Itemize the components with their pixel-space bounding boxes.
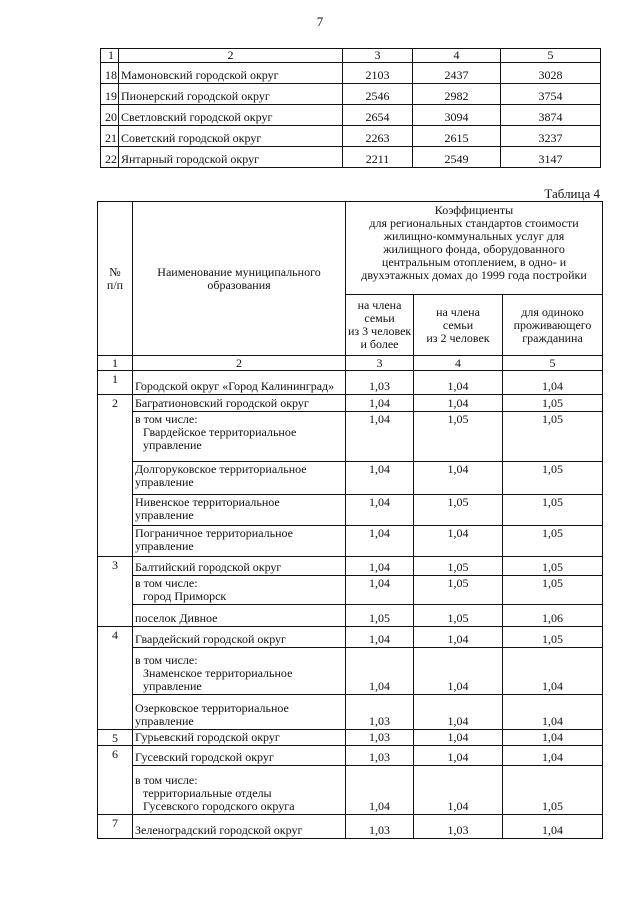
table-row bbox=[98, 648, 603, 695]
column-number: 2 bbox=[119, 49, 343, 63]
table-row bbox=[101, 84, 601, 105]
name-line: Гусевский городской округ bbox=[135, 750, 274, 764]
table-row bbox=[98, 576, 603, 605]
value-cell: 2654 bbox=[343, 105, 413, 126]
column-number-row bbox=[98, 356, 603, 371]
table-row bbox=[101, 147, 601, 168]
row-number: 3 bbox=[98, 557, 133, 627]
coefficient-value: 1,05 bbox=[414, 412, 503, 462]
municipality-name bbox=[133, 605, 346, 627]
value-cell: 3094 bbox=[413, 105, 501, 126]
name-line: Багратионовский городской округ bbox=[135, 396, 309, 410]
name-line: Балтийский городской округ bbox=[135, 560, 282, 574]
municipality-name: Советский городской округ bbox=[119, 126, 343, 147]
row-number: 6 bbox=[98, 746, 133, 815]
coefficient-value: 1,05 bbox=[503, 526, 603, 557]
coefficient-value: 1,04 bbox=[414, 395, 503, 412]
family-of-three-header bbox=[346, 295, 414, 356]
header-line: образования bbox=[207, 277, 271, 292]
table-row bbox=[98, 557, 603, 576]
table-row bbox=[98, 695, 603, 730]
header-line: центральным отоплением, в одно- и bbox=[381, 255, 567, 269]
coefficients-group-header bbox=[346, 202, 603, 295]
municipality-name bbox=[133, 395, 346, 412]
coefficient-value: 1,04 bbox=[414, 371, 503, 395]
coefficient-value: 1,04 bbox=[503, 746, 603, 766]
value-cell: 2103 bbox=[343, 63, 413, 84]
value-cell: 2437 bbox=[413, 63, 501, 84]
municipality-name: Пионерский городской округ bbox=[119, 84, 343, 105]
name-line: управление bbox=[143, 438, 202, 452]
column-number: 5 bbox=[503, 356, 603, 371]
column-number: 2 bbox=[133, 356, 346, 371]
municipality-name bbox=[133, 412, 346, 462]
value-cell: 2982 bbox=[413, 84, 501, 105]
coefficient-value: 1,04 bbox=[414, 526, 503, 557]
header-line: гражданина bbox=[522, 330, 583, 345]
coefficient-value: 1,05 bbox=[503, 495, 603, 526]
name-line: Гвардейский городской округ bbox=[135, 632, 286, 646]
value-cell: 3754 bbox=[501, 84, 601, 105]
municipality-name bbox=[133, 695, 346, 730]
municipality-name: Светловский городской округ bbox=[119, 105, 343, 126]
municipality-name bbox=[133, 526, 346, 557]
municipality-name bbox=[133, 495, 346, 526]
table-row bbox=[98, 526, 603, 557]
table-row bbox=[101, 63, 601, 84]
coefficient-value: 1,04 bbox=[346, 766, 414, 815]
municipality-name bbox=[133, 766, 346, 815]
previous-table-body bbox=[101, 49, 601, 168]
row-number: 21 bbox=[101, 126, 119, 147]
table-row bbox=[98, 462, 603, 495]
value-cell: 3147 bbox=[501, 147, 601, 168]
name-line: в том числе: bbox=[135, 653, 198, 667]
column-number: 3 bbox=[343, 49, 413, 63]
value-cell: 2549 bbox=[413, 147, 501, 168]
municipality-name bbox=[133, 815, 346, 839]
row-number: 5 bbox=[98, 730, 133, 746]
name-line: управление bbox=[135, 539, 194, 553]
table-row bbox=[98, 815, 603, 839]
header-line: на члена bbox=[436, 304, 480, 319]
header-row bbox=[98, 202, 603, 295]
row-number: 1 bbox=[98, 371, 133, 395]
header-line: двухэтажных домах до 1999 года постройки bbox=[361, 268, 587, 282]
name-line: в том числе: bbox=[135, 576, 198, 590]
value-cell: 3237 bbox=[501, 126, 601, 147]
municipality-name bbox=[133, 462, 346, 495]
name-line: управление bbox=[135, 475, 194, 489]
coefficient-value: 1,05 bbox=[503, 557, 603, 576]
single-resident-header bbox=[503, 295, 603, 356]
table-row bbox=[98, 730, 603, 746]
coefficient-value: 1,03 bbox=[346, 695, 414, 730]
coefficient-value: 1,04 bbox=[346, 495, 414, 526]
table-row bbox=[101, 105, 601, 126]
header-line: семьи bbox=[364, 311, 395, 325]
coefficient-value: 1,03 bbox=[346, 746, 414, 766]
name-line: Озерковское территориальное bbox=[135, 701, 289, 715]
table-row bbox=[98, 627, 603, 648]
name-line: Пограничное территориальное bbox=[135, 526, 293, 540]
coefficient-value: 1,05 bbox=[503, 462, 603, 495]
row-number: 7 bbox=[98, 815, 133, 839]
page-number: 7 bbox=[316, 14, 324, 29]
coefficient-value: 1,03 bbox=[346, 815, 414, 839]
coefficient-value: 1,05 bbox=[414, 576, 503, 605]
municipality-name bbox=[133, 557, 346, 576]
coefficient-value: 1,05 bbox=[346, 605, 414, 627]
coefficient-value: 1,04 bbox=[346, 462, 414, 495]
coefficient-value: 1,05 bbox=[503, 395, 603, 412]
coefficients-table-body bbox=[98, 356, 603, 839]
table-row bbox=[101, 126, 601, 147]
name-line: в том числе: bbox=[135, 412, 198, 426]
column-number: 1 bbox=[101, 49, 119, 63]
coefficient-value: 1,03 bbox=[414, 815, 503, 839]
name-line: Городской округ «Город Калининград» bbox=[135, 379, 335, 393]
name-line: управление bbox=[135, 508, 194, 522]
row-number: 4 bbox=[98, 627, 133, 730]
coefficient-value: 1,05 bbox=[414, 605, 503, 627]
name-line: в том числе: bbox=[135, 773, 198, 787]
row-number: 19 bbox=[101, 84, 119, 105]
municipality-name bbox=[133, 576, 346, 605]
name-line: управление bbox=[143, 679, 202, 693]
header-line: и более bbox=[360, 337, 399, 351]
coefficient-value: 1,04 bbox=[503, 371, 603, 395]
coefficient-value: 1,03 bbox=[346, 371, 414, 395]
coefficient-value: 1,04 bbox=[503, 695, 603, 730]
table-row bbox=[98, 412, 603, 462]
coefficient-value: 1,05 bbox=[503, 412, 603, 462]
name-line: Долгоруковское территориальное bbox=[135, 462, 307, 476]
coefficient-value: 1,05 bbox=[414, 557, 503, 576]
row-number: 22 bbox=[101, 147, 119, 168]
header-line: семьи bbox=[442, 317, 474, 332]
header-line: Коэффициенты bbox=[434, 203, 514, 217]
coefficient-value: 1,05 bbox=[503, 627, 603, 648]
column-number: 1 bbox=[98, 356, 133, 371]
coefficient-value: 1,05 bbox=[503, 766, 603, 815]
name-column-header bbox=[133, 202, 346, 356]
coefficient-value: 1,04 bbox=[346, 627, 414, 648]
coefficient-value: 1,03 bbox=[346, 730, 414, 746]
coefficient-value: 1,04 bbox=[414, 695, 503, 730]
table-row bbox=[98, 371, 603, 395]
header-line: из 2 человек bbox=[426, 330, 490, 345]
coefficient-value: 1,04 bbox=[414, 730, 503, 746]
column-number: 5 bbox=[501, 49, 601, 63]
coefficient-value: 1,05 bbox=[414, 495, 503, 526]
municipality-name bbox=[133, 746, 346, 766]
coefficient-value: 1,04 bbox=[346, 648, 414, 695]
value-cell: 2263 bbox=[343, 126, 413, 147]
value-cell: 3874 bbox=[501, 105, 601, 126]
value-cell: 2211 bbox=[343, 147, 413, 168]
header-line: п/п bbox=[106, 277, 124, 292]
municipality-name bbox=[133, 371, 346, 395]
table-row bbox=[98, 766, 603, 815]
column-number: 4 bbox=[413, 49, 501, 63]
name-line: город Приморск bbox=[143, 589, 227, 603]
header-line: из 3 человек bbox=[348, 324, 412, 338]
column-number-row bbox=[101, 49, 601, 63]
coefficient-value: 1,04 bbox=[503, 730, 603, 746]
column-number: 4 bbox=[414, 356, 503, 371]
column-number: 3 bbox=[346, 356, 414, 371]
coefficient-value: 1,04 bbox=[346, 412, 414, 462]
coefficient-value: 1,04 bbox=[346, 395, 414, 412]
coefficient-value: 1,04 bbox=[346, 526, 414, 557]
header-line: жилищно-коммунальных услуг для bbox=[383, 229, 565, 243]
coefficient-value: 1,04 bbox=[414, 627, 503, 648]
coefficient-value: 1,04 bbox=[346, 576, 414, 605]
number-column-header bbox=[98, 202, 133, 356]
coefficient-value: 1,04 bbox=[414, 766, 503, 815]
coefficient-value: 1,04 bbox=[503, 815, 603, 839]
header-line: на члена bbox=[357, 298, 402, 312]
value-cell: 2546 bbox=[343, 84, 413, 105]
name-line: управление bbox=[135, 714, 194, 728]
header-line: для региональных стандартов стоимости bbox=[369, 216, 579, 230]
row-number: 20 bbox=[101, 105, 119, 126]
table-row bbox=[98, 495, 603, 526]
coefficient-value: 1,04 bbox=[346, 557, 414, 576]
name-line: Зеленоградский городской округ bbox=[135, 823, 303, 837]
coefficient-value: 1,06 bbox=[503, 605, 603, 627]
family-of-two-header bbox=[414, 295, 503, 356]
name-line: Гвардейское территориальное bbox=[143, 425, 297, 439]
coefficient-value: 1,04 bbox=[503, 648, 603, 695]
header-line: № bbox=[109, 264, 121, 279]
value-cell: 2615 bbox=[413, 126, 501, 147]
coefficient-value: 1,04 bbox=[414, 746, 503, 766]
header-line: для одиноко bbox=[521, 304, 584, 319]
coefficients-table bbox=[97, 201, 603, 839]
name-line: Гурьевский городской округ bbox=[135, 730, 280, 744]
table-row bbox=[98, 395, 603, 412]
header-line: жилищного фонда, оборудованного bbox=[383, 242, 565, 256]
name-line: Знаменское территориальное bbox=[143, 666, 293, 680]
municipality-name: Мамоновский городской округ bbox=[119, 63, 343, 84]
coefficient-value: 1,04 bbox=[414, 648, 503, 695]
table-row bbox=[98, 605, 603, 627]
coefficients-table-header bbox=[98, 202, 603, 356]
value-cell: 3028 bbox=[501, 63, 601, 84]
municipality-name: Янтарный городской округ bbox=[119, 147, 343, 168]
table-row bbox=[98, 746, 603, 766]
row-number: 18 bbox=[101, 63, 119, 84]
previous-table-continuation bbox=[100, 48, 601, 168]
row-number: 2 bbox=[98, 395, 133, 557]
name-line: поселок Дивное bbox=[135, 611, 218, 625]
coefficient-value: 1,04 bbox=[414, 462, 503, 495]
municipality-name bbox=[133, 730, 346, 746]
header-line: Наименование муниципального bbox=[157, 264, 321, 279]
coefficient-value: 1,05 bbox=[503, 576, 603, 605]
name-line: Гусевского городского округа bbox=[143, 799, 295, 813]
header-line: проживающего bbox=[513, 317, 592, 332]
table-caption: Таблица 4 bbox=[544, 186, 600, 201]
municipality-name bbox=[133, 648, 346, 695]
municipality-name bbox=[133, 627, 346, 648]
name-line: Нивенское территориальное bbox=[135, 495, 280, 509]
name-line: территориальные отделы bbox=[143, 786, 272, 800]
